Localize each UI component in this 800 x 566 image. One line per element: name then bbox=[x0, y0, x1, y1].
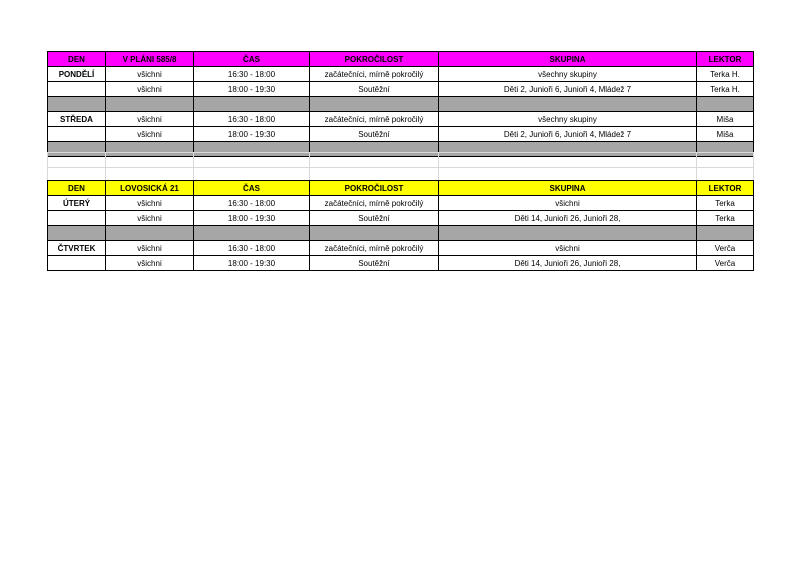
level-cell: Soutěžní bbox=[310, 211, 439, 226]
group-cell: Děti 14, Junioři 26, Junioři 28, bbox=[439, 256, 697, 271]
header-cell: POKROČILOST bbox=[310, 52, 439, 67]
day-cell: STŘEDA bbox=[48, 112, 106, 127]
level-cell: začátečníci, mírně pokročilý bbox=[310, 112, 439, 127]
header-cell: DEN bbox=[48, 52, 106, 67]
time-cell: 18:00 - 19:30 bbox=[194, 211, 310, 226]
header-cell: DEN bbox=[48, 181, 106, 196]
level-cell: Soutěžní bbox=[310, 256, 439, 271]
time-cell: 18:00 - 19:30 bbox=[194, 82, 310, 97]
lector-cell: Terka H. bbox=[697, 82, 754, 97]
table-row bbox=[48, 67, 754, 82]
schedule-table-v-plani bbox=[47, 51, 754, 157]
level-cell: Soutěžní bbox=[310, 82, 439, 97]
day-cell: ČTVRTEK bbox=[48, 241, 106, 256]
header-cell: POKROČILOST bbox=[310, 181, 439, 196]
header-row bbox=[48, 181, 754, 196]
table-row bbox=[48, 112, 754, 127]
table-row bbox=[48, 82, 754, 97]
time-cell: 18:00 - 19:30 bbox=[194, 127, 310, 142]
header-cell: V PLÁNI 585/8 bbox=[106, 52, 194, 67]
group-cell: všichni bbox=[439, 241, 697, 256]
separator-row bbox=[48, 97, 754, 112]
day-cell: ÚTERÝ bbox=[48, 196, 106, 211]
group-cell: všechny skupiny bbox=[439, 67, 697, 82]
time-cell: 18:00 - 19:30 bbox=[194, 256, 310, 271]
level-cell: začátečníci, mírně pokročilý bbox=[310, 241, 439, 256]
group-cell: všichni bbox=[439, 196, 697, 211]
table-row bbox=[48, 211, 754, 226]
header-cell: LEKTOR bbox=[697, 52, 754, 67]
time-cell: 16:30 - 18:00 bbox=[194, 241, 310, 256]
table-row bbox=[48, 196, 754, 211]
header-cell: SKUPINA bbox=[439, 181, 697, 196]
time-cell: 16:30 - 18:00 bbox=[194, 112, 310, 127]
day-cell bbox=[48, 127, 106, 142]
table-row bbox=[48, 241, 754, 256]
lector-cell: Terka bbox=[697, 196, 754, 211]
header-cell: LOVOSICKÁ 21 bbox=[106, 181, 194, 196]
who-cell: všichni bbox=[106, 127, 194, 142]
lector-cell: Miša bbox=[697, 127, 754, 142]
who-cell: všichni bbox=[106, 256, 194, 271]
lector-cell: Miša bbox=[697, 112, 754, 127]
lector-cell: Verča bbox=[697, 256, 754, 271]
header-cell: LEKTOR bbox=[697, 181, 754, 196]
header-cell: ČAS bbox=[194, 52, 310, 67]
day-cell bbox=[48, 256, 106, 271]
who-cell: všichni bbox=[106, 241, 194, 256]
header-cell: ČAS bbox=[194, 181, 310, 196]
who-cell: všichni bbox=[106, 211, 194, 226]
header-cell: SKUPINA bbox=[439, 52, 697, 67]
who-cell: všichni bbox=[106, 67, 194, 82]
day-cell bbox=[48, 211, 106, 226]
lector-cell: Terka bbox=[697, 211, 754, 226]
time-cell: 16:30 - 18:00 bbox=[194, 67, 310, 82]
level-cell: Soutěžní bbox=[310, 127, 439, 142]
group-cell: všechny skupiny bbox=[439, 112, 697, 127]
lector-cell: Verča bbox=[697, 241, 754, 256]
group-cell: Děti 14, Junioři 26, Junioři 28, bbox=[439, 211, 697, 226]
who-cell: všichni bbox=[106, 112, 194, 127]
table-row bbox=[48, 127, 754, 142]
time-cell: 16:30 - 18:00 bbox=[194, 196, 310, 211]
day-cell bbox=[48, 82, 106, 97]
separator-row bbox=[48, 226, 754, 241]
table-row bbox=[48, 256, 754, 271]
level-cell: začátečníci, mírně pokročilý bbox=[310, 196, 439, 211]
header-row bbox=[48, 52, 754, 67]
schedule-table-lovosicka bbox=[47, 180, 754, 271]
lector-cell: Terka H. bbox=[697, 67, 754, 82]
who-cell: všichni bbox=[106, 82, 194, 97]
who-cell: všichni bbox=[106, 196, 194, 211]
day-cell: PONDĚLÍ bbox=[48, 67, 106, 82]
group-cell: Děti 2, Junioři 6, Junioři 4, Mládež 7 bbox=[439, 82, 697, 97]
blank-spacer-rows bbox=[47, 152, 754, 183]
level-cell: začátečníci, mírně pokročilý bbox=[310, 67, 439, 82]
group-cell: Děti 2, Junioři 6, Junioři 4, Mládež 7 bbox=[439, 127, 697, 142]
